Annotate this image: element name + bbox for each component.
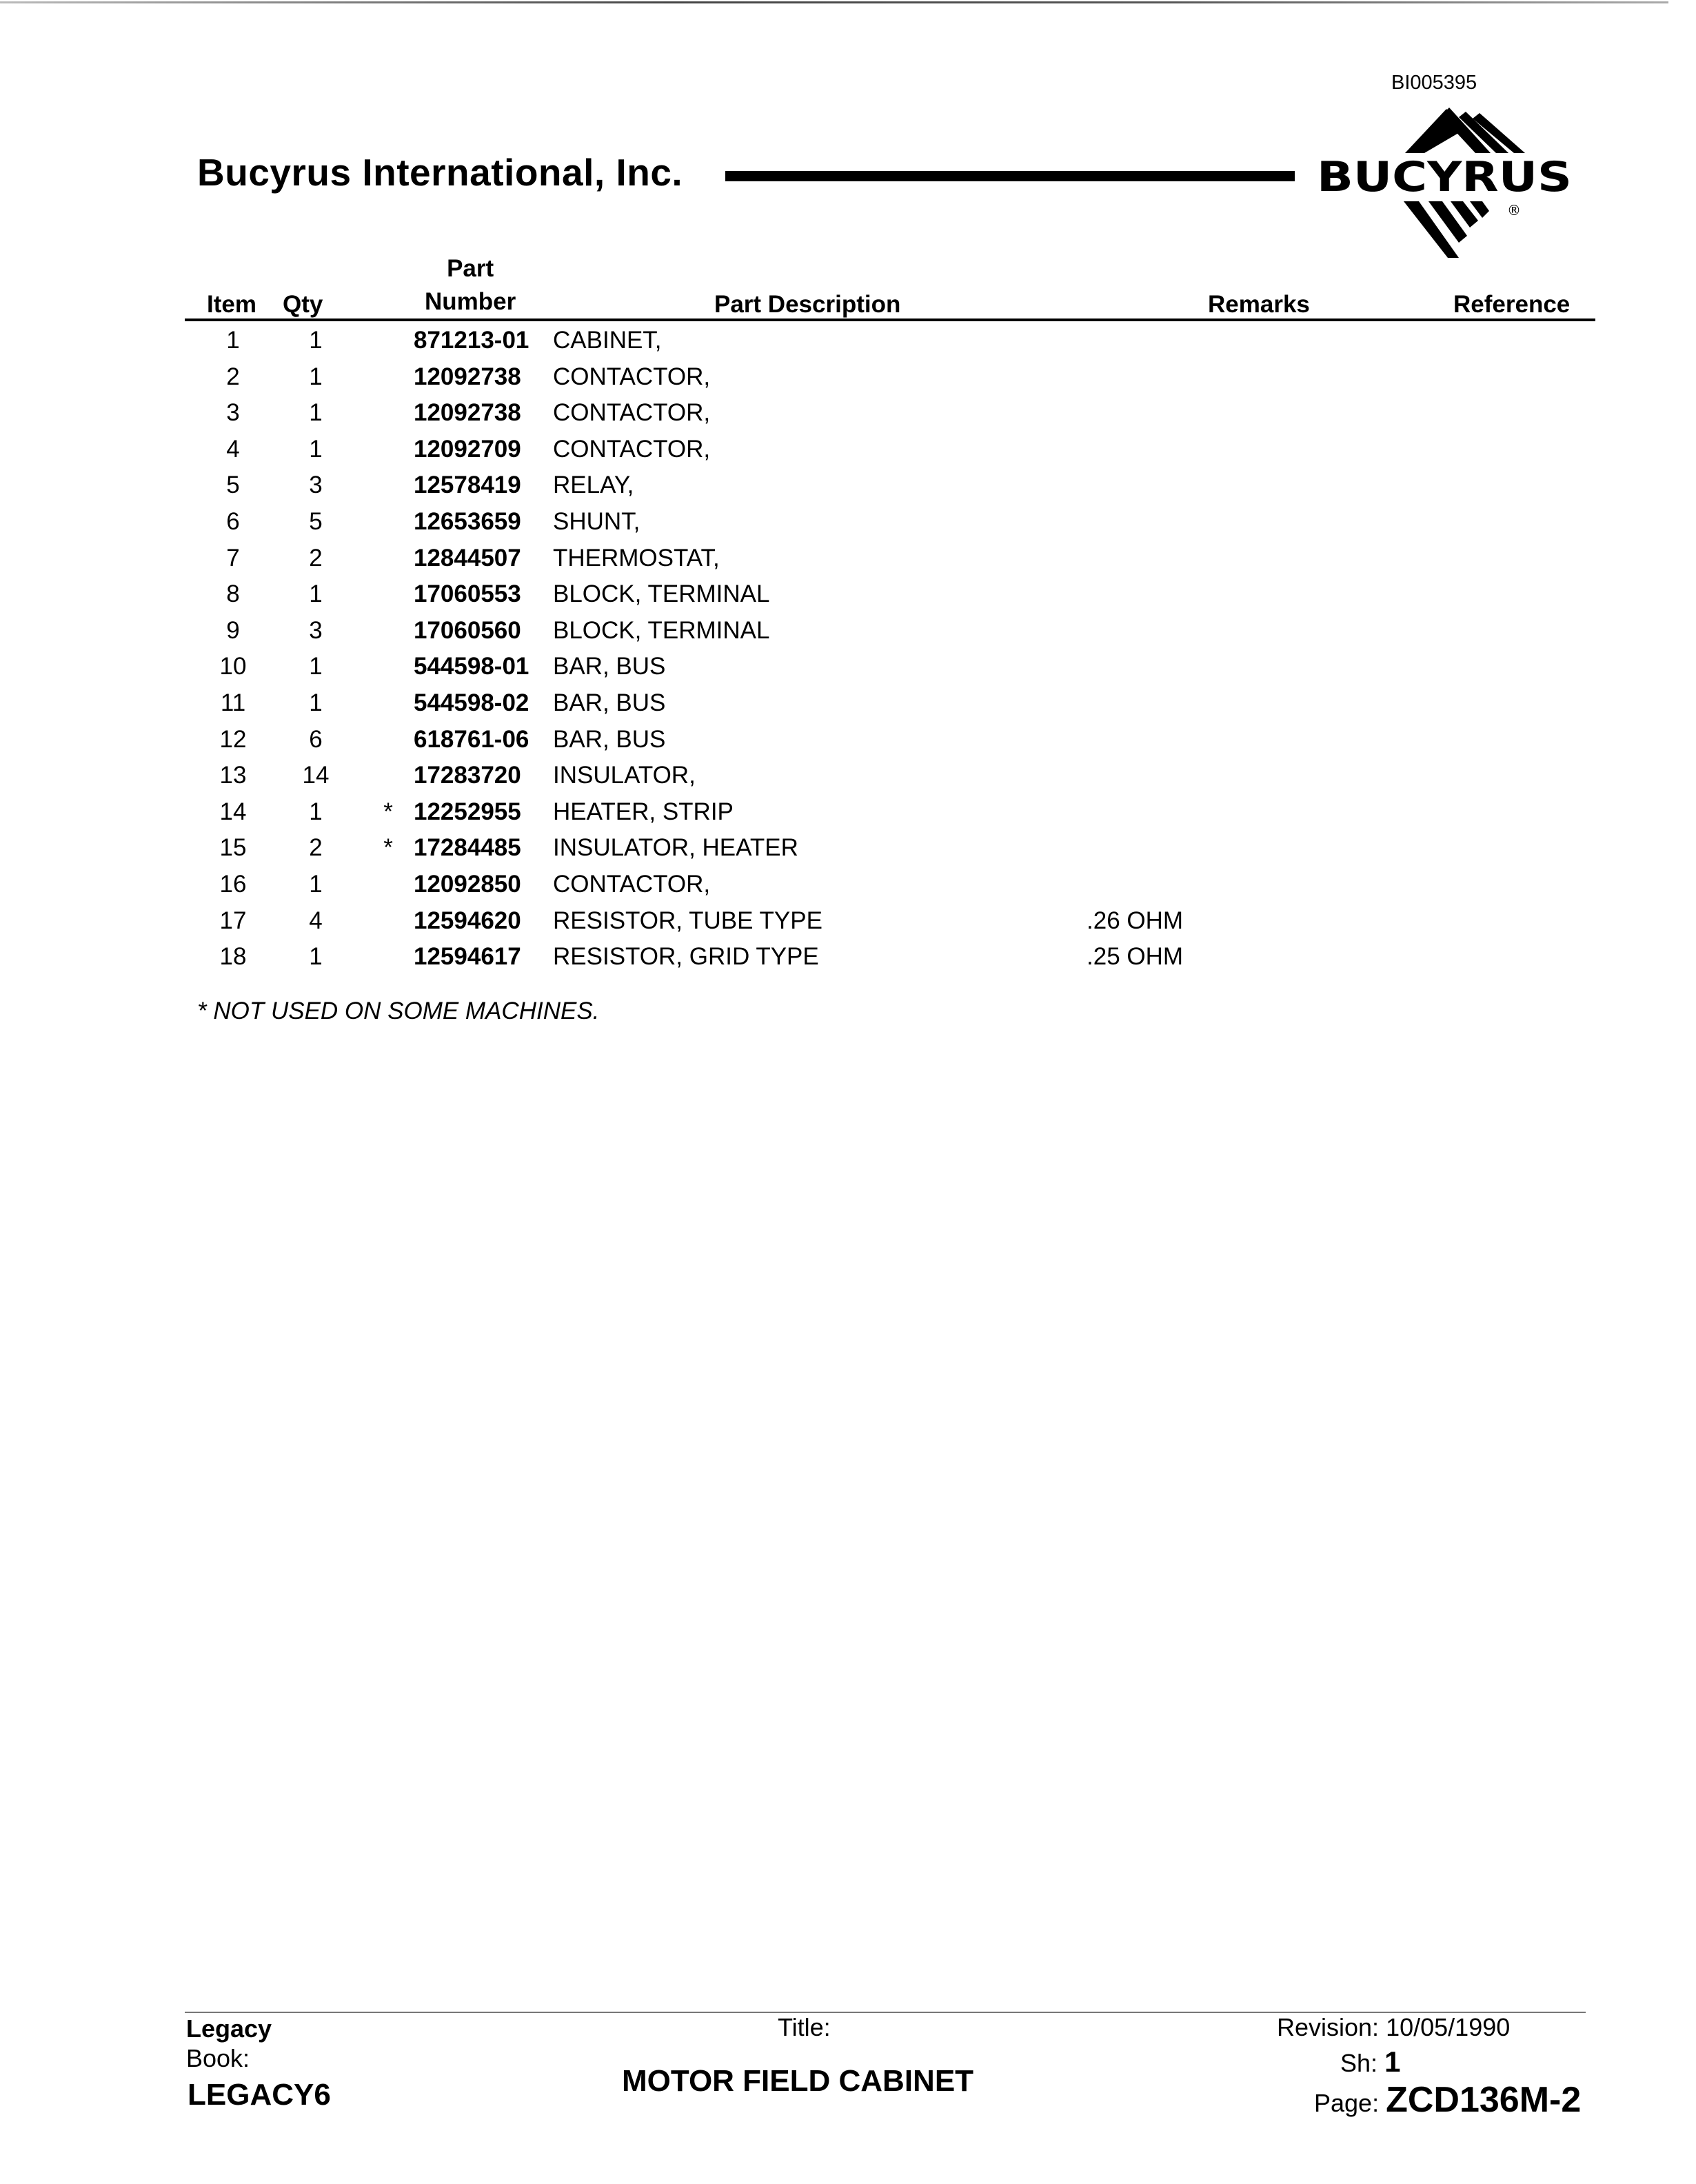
- logo-lower-mark: [1404, 201, 1489, 258]
- item-cell: 5: [226, 472, 240, 499]
- description-cell: CONTACTOR,: [553, 399, 711, 427]
- description-cell: CONTACTOR,: [553, 435, 711, 463]
- description-cell: BAR, BUS: [553, 689, 666, 716]
- sheet: [1340, 2045, 1400, 2079]
- qty-cell: 1: [309, 399, 323, 427]
- title-label: Title:: [778, 2013, 831, 2041]
- description-cell: CONTACTOR,: [553, 870, 711, 898]
- table-row: [185, 829, 1595, 865]
- company-name: Bucyrus International, Inc.: [197, 151, 683, 194]
- item-cell: 10: [219, 653, 247, 680]
- item-cell: 13: [219, 762, 247, 789]
- item-cell: 12: [219, 725, 247, 753]
- item-cell: 17: [219, 907, 247, 934]
- table-row: [185, 539, 1595, 576]
- page-label: Page:: [1314, 2089, 1380, 2117]
- qty-cell: 4: [309, 907, 323, 934]
- part-number-cell: 12092850: [414, 870, 521, 898]
- header-item: Item: [207, 291, 256, 318]
- table-row: [185, 902, 1595, 938]
- qty-cell: 1: [309, 870, 323, 898]
- company-rule: [725, 171, 1295, 181]
- part-number-cell: 17060553: [414, 580, 521, 608]
- table-row: [185, 466, 1595, 503]
- part-number-cell: 12653659: [414, 507, 521, 535]
- qty-cell: 6: [309, 725, 323, 753]
- description-cell: BAR, BUS: [553, 653, 666, 680]
- item-cell: 11: [220, 689, 246, 716]
- qty-cell: 2: [309, 834, 323, 862]
- item-cell: 2: [226, 363, 240, 390]
- part-number-cell: 618761-06: [414, 725, 529, 753]
- description-cell: CONTACTOR,: [553, 363, 711, 390]
- part-number-cell: 871213-01: [414, 327, 529, 354]
- revision-value: 10/05/1990: [1386, 2013, 1511, 2041]
- qty-cell: 1: [309, 798, 323, 825]
- qty-cell: 1: [309, 943, 323, 971]
- header-description: Part Description: [714, 291, 901, 318]
- description-cell: HEATER, STRIP: [553, 798, 734, 825]
- description-cell: RESISTOR, TUBE TYPE: [553, 907, 822, 934]
- header-part-line1: Part: [447, 255, 494, 282]
- qty-cell: 1: [309, 580, 323, 608]
- part-number-cell: 17060560: [414, 616, 521, 644]
- qty-cell: 3: [309, 616, 323, 644]
- qty-cell: 1: [309, 435, 323, 463]
- note-mark: *: [383, 834, 393, 862]
- registered-mark: ®: [1507, 202, 1521, 219]
- header-part-line2: Number: [425, 288, 516, 315]
- table-row: [185, 938, 1595, 974]
- qty-cell: 5: [309, 507, 323, 535]
- revision-label: Revision:: [1277, 2013, 1380, 2041]
- parts-table: [185, 255, 1595, 974]
- part-number-cell: 12252955: [414, 798, 521, 825]
- part-number-cell: 12594617: [414, 943, 521, 971]
- book-value: LEGACY6: [188, 2078, 331, 2112]
- sheet-label: Sh:: [1340, 2049, 1378, 2077]
- description-cell: RELAY,: [553, 472, 634, 499]
- part-number-cell: 544598-02: [414, 689, 529, 716]
- table-row: [185, 793, 1595, 829]
- description-cell: CABINET,: [553, 327, 662, 354]
- page: [1314, 2079, 1581, 2121]
- table-row: [185, 647, 1595, 684]
- item-cell: 18: [219, 943, 247, 971]
- item-cell: 1: [226, 327, 240, 354]
- table-row: [185, 394, 1595, 430]
- description-cell: INSULATOR,: [553, 762, 696, 789]
- item-cell: 3: [226, 399, 240, 427]
- table-row: [185, 358, 1595, 394]
- qty-cell: 3: [309, 472, 323, 499]
- description-cell: RESISTOR, GRID TYPE: [553, 943, 819, 971]
- part-number-cell: 17283720: [414, 762, 521, 789]
- table-row: [185, 756, 1595, 793]
- table-header: [185, 255, 1595, 321]
- logo-wordmark: BUCYRUS: [1317, 153, 1572, 201]
- description-cell: BAR, BUS: [553, 725, 666, 753]
- header-reference: Reference: [1453, 291, 1571, 318]
- part-number-cell: 12092738: [414, 399, 521, 427]
- note-mark: *: [383, 798, 393, 825]
- part-number-cell: 17284485: [414, 834, 521, 862]
- qty-cell: 2: [309, 544, 323, 572]
- description-cell: THERMOSTAT,: [553, 544, 720, 572]
- item-cell: 6: [226, 507, 240, 535]
- part-number-cell: 12844507: [414, 544, 521, 572]
- remarks-cell: .26 OHM: [1087, 907, 1184, 934]
- header-part-number: [425, 252, 516, 318]
- qty-cell: 1: [309, 653, 323, 680]
- bucyrus-logo: [1317, 97, 1579, 269]
- table-row: [185, 720, 1595, 757]
- header-qty: Qty: [283, 291, 323, 318]
- qty-cell: 14: [302, 762, 330, 789]
- qty-cell: 1: [309, 689, 323, 716]
- table-row: [185, 503, 1595, 539]
- item-cell: 14: [219, 798, 247, 825]
- item-cell: 7: [226, 544, 240, 572]
- header-remarks: Remarks: [1208, 291, 1310, 318]
- table-row: [185, 430, 1595, 467]
- qty-cell: 1: [309, 363, 323, 390]
- item-cell: 16: [219, 870, 247, 898]
- description-cell: SHUNT,: [553, 507, 640, 535]
- table-row: [185, 865, 1595, 902]
- table-row: [185, 684, 1595, 720]
- page-value: ZCD136M-2: [1386, 2080, 1582, 2120]
- top-scan-rule: [0, 1, 1668, 3]
- item-cell: 15: [219, 834, 247, 862]
- item-cell: 9: [226, 616, 240, 644]
- description-cell: BLOCK, TERMINAL: [553, 616, 770, 644]
- part-number-cell: 12578419: [414, 472, 521, 499]
- sheet-value: 1: [1384, 2045, 1401, 2078]
- revision: [1277, 2013, 1510, 2042]
- book-label: Book:: [186, 2044, 250, 2072]
- description-cell: INSULATOR, HEATER: [553, 834, 798, 862]
- item-cell: 4: [226, 435, 240, 463]
- logo-upper-mark: [1405, 108, 1525, 153]
- part-number-cell: 544598-01: [414, 653, 529, 680]
- part-number-cell: 12092738: [414, 363, 521, 390]
- footnote: * NOT USED ON SOME MACHINES.: [197, 998, 600, 1024]
- title-value: MOTOR FIELD CABINET: [622, 2064, 974, 2098]
- description-cell: BLOCK, TERMINAL: [553, 580, 770, 608]
- qty-cell: 1: [309, 327, 323, 354]
- table-body: [185, 321, 1595, 974]
- part-number-cell: 12092709: [414, 435, 521, 463]
- table-row: [185, 611, 1595, 648]
- item-cell: 8: [226, 580, 240, 608]
- table-row: [185, 575, 1595, 611]
- legacy-label: Legacy: [186, 2014, 272, 2043]
- document-id: BI005395: [1391, 72, 1477, 94]
- part-number-cell: 12594620: [414, 907, 521, 934]
- table-row: [185, 321, 1595, 358]
- remarks-cell: .25 OHM: [1087, 943, 1184, 971]
